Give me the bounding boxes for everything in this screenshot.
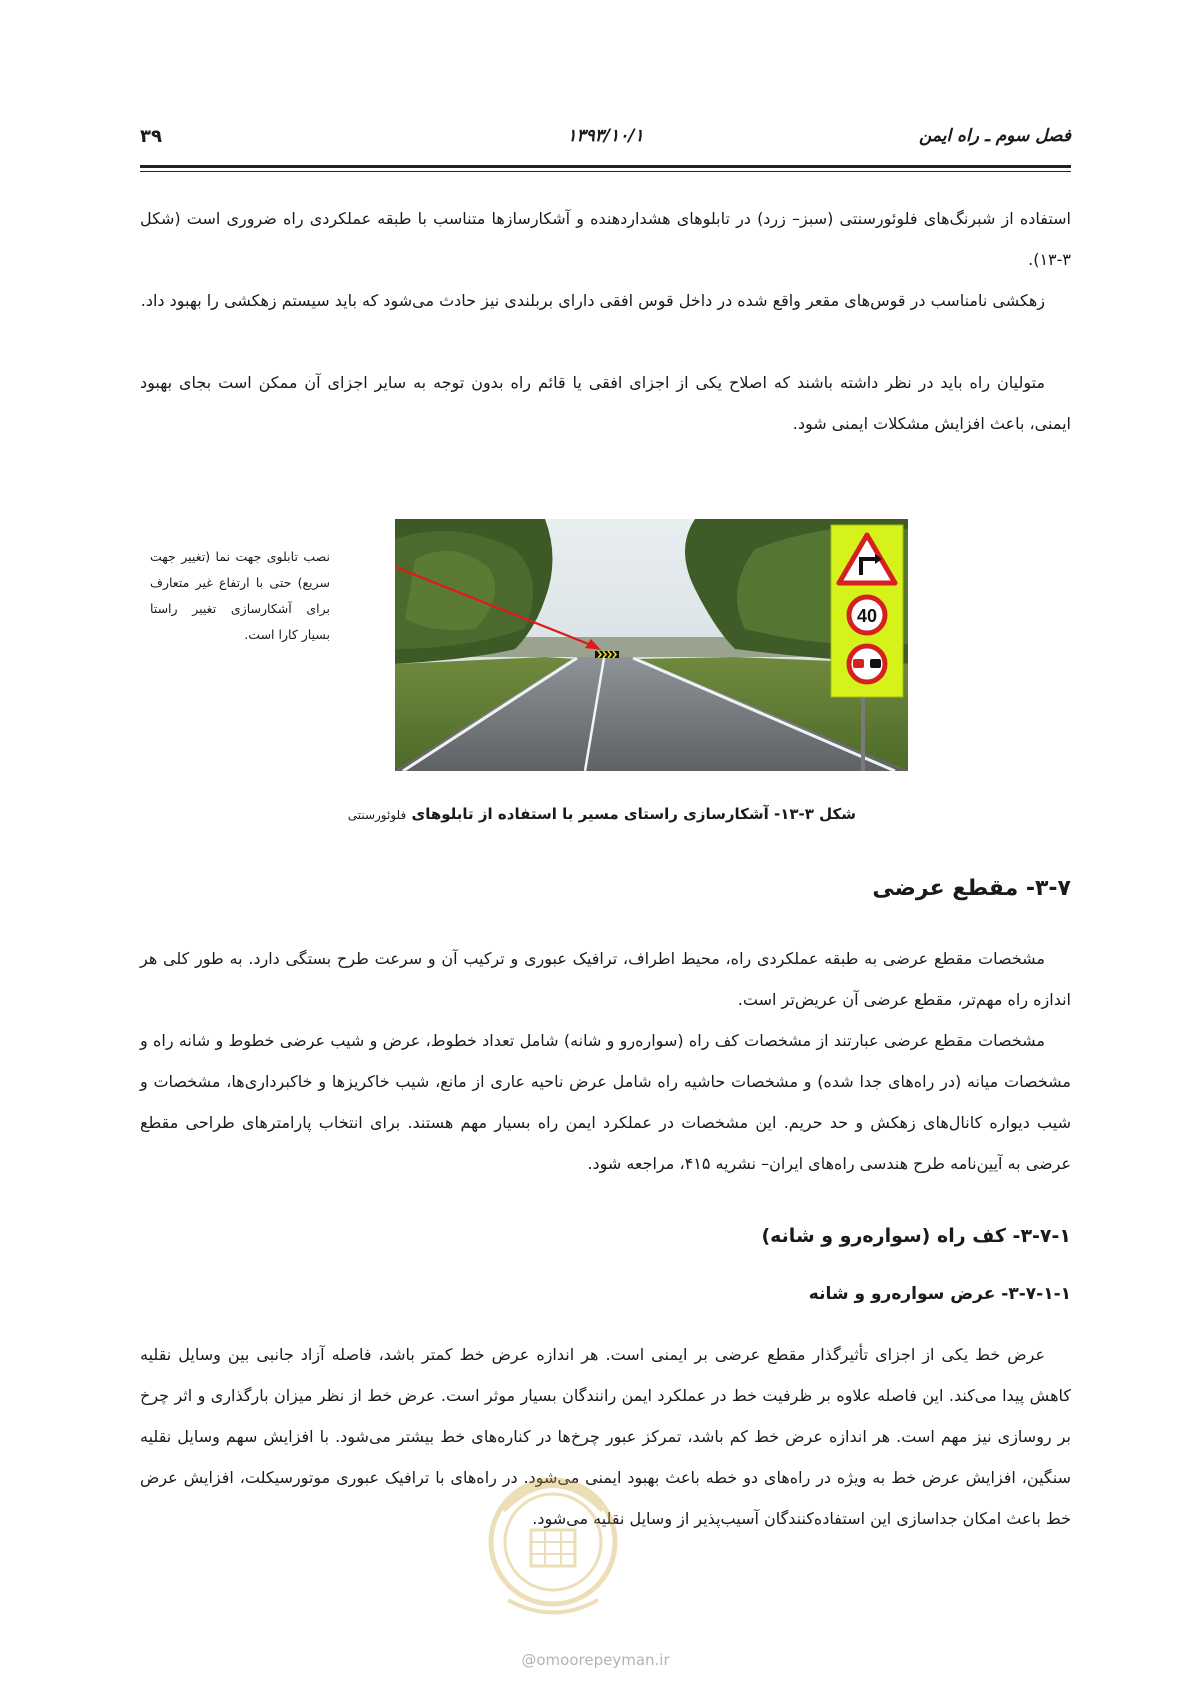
subsection-heading: ۳-۷-۱- کف راه (سواره‌رو و شانه) (761, 1225, 1071, 1247)
page-number: ۳۹ (140, 126, 162, 147)
paragraph-cross-section-1: مشخصات مقطع عرضی به طبقه عملکردی راه، محیط اطراف، ترافیک عبوری و ترکیب آن و سرعت طرح بستگی دارد. به طور کلی هر اندازه راه مهم‌تر، مقطع عرضی آن عریض‌تر است. (140, 949, 1071, 1009)
page-header (140, 126, 1071, 154)
paragraph-fluorescent: استفاده از شبرنگ‌های فلوئورسنتی (سبز– زرد) در تابلوهای هشداردهنده و آشکارسازها متناسب با طبقه عملکردی راه ضروری است (شکل ۳-۱۳). (140, 209, 1071, 269)
header-rule (140, 165, 1071, 168)
caption-suffix: فلوئورسنتی (347, 808, 407, 822)
chapter-title: فصل سوم ـ راه ایمن (918, 126, 1071, 146)
section-heading: ۳-۷- مقطع عرضی (872, 876, 1071, 901)
watermark-seal-icon (473, 1450, 633, 1640)
road-photo (395, 519, 908, 771)
figure-caption (140, 805, 856, 823)
paragraph-drainage: زهکشی نامناسب در قوس‌های مقعر واقع شده در داخل قوس افقی دارای بربلندی نیز حادث می‌شود که باید سیستم زهکشی را بهبود داد. (140, 291, 1045, 310)
subsubsection-heading: ۳-۷-۱-۱- عرض سواره‌رو و شانه (808, 1284, 1071, 1304)
figure-side-note: نصب تابلوی جهت نما (تغییر جهت سریع) حتی با ارتفاع غیر متعارف برای آشکارسازی تغییر راستا بسیار کارا است. (150, 549, 330, 642)
header-rule-thin (140, 171, 1071, 172)
caption-title: شکل ۳-۱۳- آشکارسازی راستای مسیر با استفاده از تابلوهای (411, 805, 856, 823)
speed-limit-text: 40 (856, 606, 878, 626)
paragraph-authorities: متولیان راه باید در نظر داشته باشند که اصلاح یکی از اجزای افقی یا قائم راه بدون توجه به سایر اجزای آن ممکن است بجای بهبود ایمنی، باعث افزایش مشکلات ایمنی شود. (140, 373, 1071, 433)
header-date: ۱۳۹۳/۱۰/۱ (567, 126, 644, 146)
paragraph-lane-width: عرض خط یکی از اجزای تأثیرگذار مقطع عرضی بر ایمنی است. هر اندازه عرض خط کمتر باشد، فاصله آزاد جانبی بین وسایل نقلیه کاهش پیدا می‌کند. این فاصله علاوه بر ظرفیت خط در عملکرد ایمن رانندگان بسیار موثر است. عرض خط از نظر میزان بارگذاری و اثر چرخ بر روسازی نیز مهم است. هر اندازه عرض خط کم باشد، تمرکز عبور چرخ‌ها در کناره‌های خط بیشتر می‌شود. با افزایش سهم وسایل نقلیه سنگین، افزایش عرض خط به ویژه در راه‌های دو خطه باعث بهبود ایمنی می‌شود. در راه‌های با ترافیک عبوری موتورسیکلت، افزایش عرض خط باعث امکان جداسازی این استفاده‌کنندگان آسیب‌پذیر از وسایل نقلیه می‌شود. (140, 1345, 1071, 1528)
paragraph-cross-section-2: مشخصات مقطع عرضی عبارتند از مشخصات کف راه (سواره‌رو و شانه) شامل تعداد خطوط، عرض و شیب عرضی خطوط و شانه راه و مشخصات میانه (در راه‌های جدا شده) و مشخصات حاشیه راه شامل عرض ناحیه عاری از مانع، شیب خاکریزها و خاکبرداری‌ها، مشخصات و شیب دیواره کانال‌های زهکش و حد حریم. این مشخصات در عملکرد ایمن راه بسیار مهم هستند. برای انتخاب پارامترهای طراحی مقطع عرضی به آیین‌نامه طرح هندسی راه‌های ایران– نشریه ۴۱۵، مراجعه شود. (140, 1031, 1071, 1173)
watermark-url: @omoorepeyman.ir (521, 1651, 670, 1669)
